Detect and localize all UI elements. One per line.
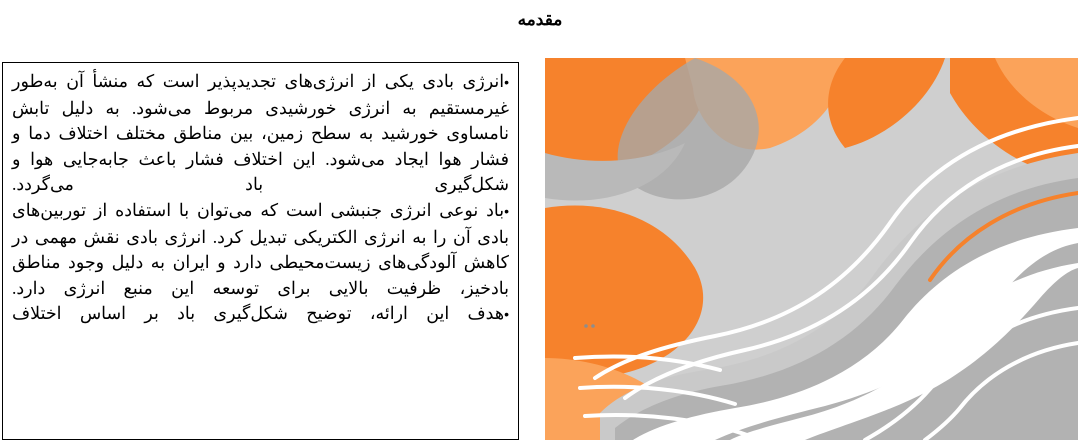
bullet-marker: • <box>504 74 509 90</box>
body-text <box>3 63 518 328</box>
paragraph-text: انرژی بادی یکی از انرژی‌های تجدیدپذیر است که منشأ آن به‌طور غیرمستقیم به انرژی خورشیدی مربوط می‌شود. به دلیل تابش نامساوی خورشید به سطح زمین، بین مناطق مختلف اختلاف دما و فشار هوا ایجاد می‌شود. این اختلاف فشار باعث جابه‌جایی هوا و شکل‌گیری باد می‌گردد. <box>12 71 509 195</box>
abstract-wind-swirl-icon <box>545 58 1078 440</box>
decorative-illustration <box>545 58 1078 440</box>
content-text-box <box>2 62 519 440</box>
bullet-paragraph-1 <box>12 69 509 198</box>
paragraph-text: هدف این ارائه، توضیح شکل‌گیری باد بر اساس اختلاف <box>12 303 505 324</box>
bullet-paragraph-3 <box>12 301 509 328</box>
page-title: مقدمه <box>517 10 563 29</box>
paragraph-text: باد نوعی انرژی جنبشی است که می‌توان با استفاده از توربین‌های بادی آن را به انرژی الکتریکی تبدیل کرد. انرژی بادی نقش مهمی در کاهش آلودگی‌های زیست‌محیطی دارد و ایران به دلیل وجود مناطق بادخیز، ظرفیت بالایی برای توسعه این منبع انرژی دارد. <box>12 199 509 298</box>
bullet-paragraph-2 <box>12 198 509 301</box>
bullet-marker: • <box>504 306 509 323</box>
bullet-marker: • <box>504 202 509 219</box>
